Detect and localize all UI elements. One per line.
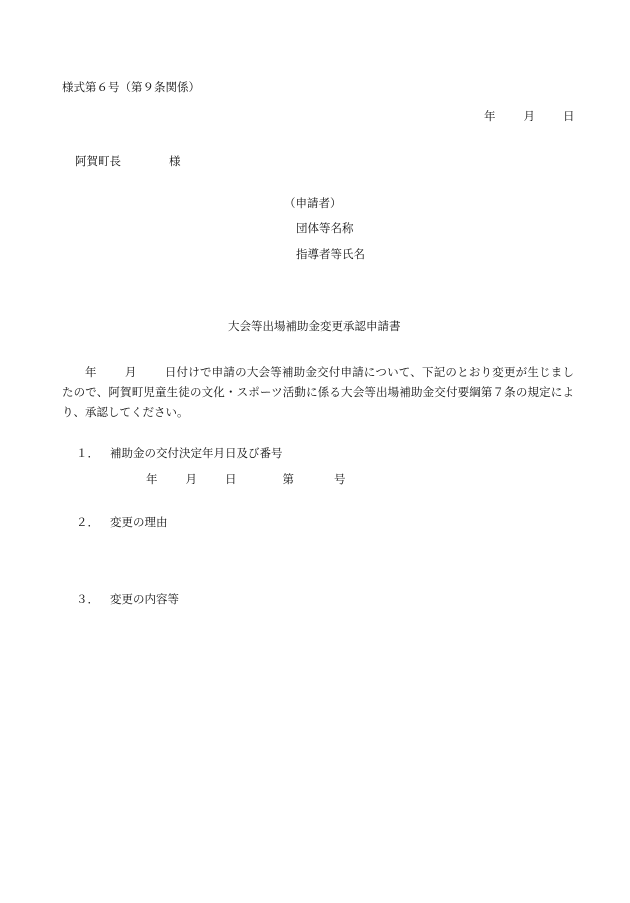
date-year: 年: [484, 109, 496, 123]
date-line: [484, 111, 575, 123]
item-number: ２．: [76, 515, 99, 529]
date-month: 月: [523, 109, 535, 123]
decision-year: 年: [146, 472, 158, 486]
item-label: 変更の内容等: [110, 592, 179, 606]
body-paragraph: [62, 362, 574, 422]
list-item: [76, 594, 179, 606]
list-item: [76, 517, 168, 529]
body-text: 日付けで申請の大会等補助金交付申請について、下記のとおり変更が生じましたので、阿賀町児童生徒の文化・スポーツ活動に係る大会等出場補助金交付要綱第７条の規定により、承認してください。: [62, 365, 575, 419]
applicant-org-name: 団体等名称: [296, 221, 354, 235]
applicant-heading: （申請者）: [284, 196, 342, 210]
item-label: 変更の理由: [110, 515, 168, 529]
date-day: 日: [563, 109, 575, 123]
list-item: [76, 448, 283, 460]
addressee: [75, 156, 181, 168]
addressee-honorific: 様: [169, 154, 181, 168]
addressee-name: 阿賀町長: [75, 154, 121, 168]
form-number: 様式第６号（第９条関係）: [62, 80, 200, 94]
item-number: １．: [76, 446, 99, 460]
decision-month: 月: [185, 472, 197, 486]
applicant-leader-name: 指導者等氏名: [296, 247, 365, 261]
body-year: 年: [85, 365, 97, 379]
item-label: 補助金の交付決定年月日及び番号: [110, 446, 283, 460]
body-month: 月: [124, 365, 137, 379]
decision-go: 号: [334, 472, 346, 486]
item-number: ３．: [76, 592, 99, 606]
document-title: 大会等出場補助金変更承認申請書: [228, 319, 401, 333]
item1-detail: [146, 474, 346, 486]
decision-day: 日: [225, 472, 237, 486]
decision-dai: 第: [282, 472, 294, 486]
